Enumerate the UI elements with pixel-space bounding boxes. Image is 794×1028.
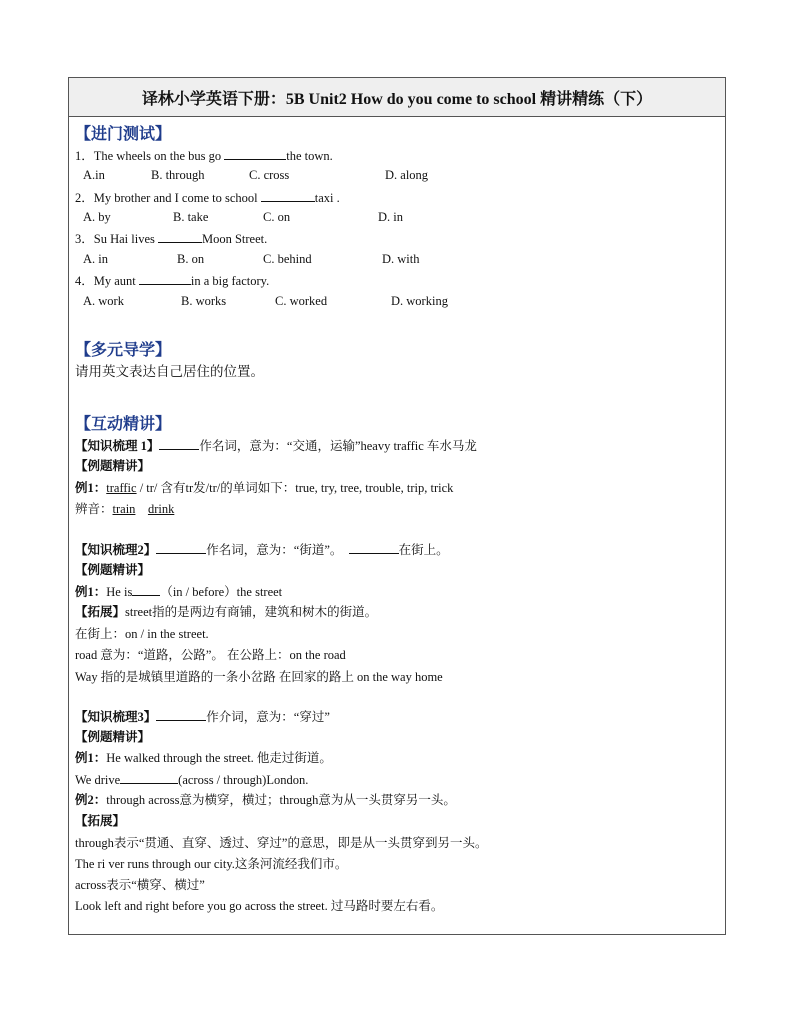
example-text: / tr/ 含有tr发/tr/的单词如下：true, try, tree, trouble, trip, trick	[136, 481, 454, 495]
knowledge-2-label: 【知识梳理2】	[75, 543, 157, 557]
knowledge-2-example-label: 【例题精讲】	[75, 563, 151, 577]
example-prefix: 例1：	[75, 481, 107, 495]
answer-blank	[156, 708, 206, 721]
knowledge-2-text-2: 在街上。	[398, 543, 449, 557]
option-a: A. work	[83, 294, 124, 308]
option-d: D. along	[385, 168, 429, 182]
knowledge-3-example-1	[75, 750, 332, 766]
knowledge-1-distinguish	[75, 501, 174, 517]
knowledge-2	[75, 541, 449, 558]
option-a: A. in	[83, 252, 108, 266]
option-b: B. on	[177, 252, 205, 266]
question-3-options	[75, 251, 715, 267]
option-a: A. by	[83, 210, 111, 224]
question-2	[75, 189, 340, 206]
question-1	[75, 147, 333, 164]
option-c: C. behind	[263, 252, 312, 266]
option-b: B. take	[173, 210, 209, 224]
answer-blank	[120, 771, 178, 784]
question-2-options	[75, 209, 715, 225]
example-word: traffic	[106, 481, 137, 495]
question-3	[75, 230, 267, 247]
question-3-stem-end: Moon Street.	[201, 232, 268, 246]
expand-text: street指的是两边有商铺，建筑和树木的街道。	[125, 605, 378, 619]
question-4-stem-end: in a big factory.	[190, 274, 270, 288]
question-4-options	[75, 293, 715, 309]
question-2-stem-end: taxi .	[314, 191, 340, 205]
knowledge-3-example-label: 【例题精讲】	[75, 730, 151, 744]
knowledge-2-text: 作名词，意为：“街道”。	[206, 543, 346, 557]
knowledge-3-line-3: across表示“横穿、横过”	[75, 878, 205, 892]
worksheet-title: 译林小学英语下册：5B Unit2 How do you come to school 精讲精练（下）	[69, 78, 725, 117]
answer-blank	[349, 541, 399, 554]
knowledge-3-line-1: through表示“贯通、直穿、透过、穿过”的意思，即是从一头贯穿到另一头。	[75, 836, 488, 850]
knowledge-3	[75, 708, 330, 725]
option-c: C. cross	[249, 168, 290, 182]
question-4	[75, 272, 269, 289]
example-text: He walked through the street. 他走过街道。	[106, 751, 332, 765]
example-prefix: 例1：	[75, 751, 107, 765]
example-text: He is	[106, 585, 133, 599]
knowledge-3-text: 作介词，意为：“穿过”	[206, 710, 330, 724]
option-a: A.in	[83, 168, 105, 182]
option-c: C. worked	[275, 294, 328, 308]
answer-blank	[132, 583, 160, 596]
knowledge-1-example	[75, 480, 453, 496]
knowledge-2-example-1	[75, 583, 282, 600]
answer-blank	[261, 189, 315, 202]
knowledge-2-line-2: road 意为：“道路，公路”。 在公路上：on the road	[75, 648, 346, 662]
section-guided-learning: 【多元导学】	[75, 342, 172, 359]
distinguish-prefix: 辨音：	[75, 502, 113, 516]
question-2-stem: 2．My brother and I come to school	[75, 191, 261, 205]
example-prefix: 例1：	[75, 585, 107, 599]
example-text: through across意为横穿，横过；through意为从一头贯穿另一头。	[106, 793, 456, 807]
worksheet-frame	[68, 77, 726, 935]
option-d: D. working	[391, 294, 448, 308]
option-d: D. with	[382, 252, 420, 266]
answer-blank	[224, 147, 286, 160]
knowledge-2-line-3: Way 指的是城镇里道路的一条小岔路 在回家的路上 on the way home	[75, 670, 443, 684]
example-text: We drive	[75, 773, 121, 787]
knowledge-3-line-2: The ri ver runs through our city.这条河流经我们市。	[75, 857, 348, 871]
knowledge-1	[75, 437, 477, 454]
knowledge-1-text: 作名词，意为：“交通，运输”heavy traffic 车水马龙	[199, 439, 477, 453]
answer-blank	[156, 541, 206, 554]
example-prefix: 例2：	[75, 793, 107, 807]
question-3-stem: 3．Su Hai lives	[75, 232, 158, 246]
answer-blank	[158, 230, 202, 243]
distinguish-word-1: train	[112, 502, 136, 516]
knowledge-3-line-4: Look left and right before you go across the street. 过马路时要左右看。	[75, 899, 444, 913]
example-text-end: (across / through)London.	[178, 773, 309, 787]
option-c: C. on	[263, 210, 291, 224]
answer-blank	[139, 272, 191, 285]
question-1-stem: 1．The wheels on the bus go	[75, 149, 225, 163]
knowledge-3-label: 【知识梳理3】	[75, 710, 157, 724]
question-1-stem-end: the town.	[286, 149, 333, 163]
question-1-options	[75, 167, 715, 183]
option-b: B. through	[151, 168, 205, 182]
knowledge-3-example-1b	[75, 771, 308, 788]
distinguish-word-2: drink	[147, 502, 175, 516]
knowledge-2-expand	[75, 604, 377, 620]
knowledge-3-example-2	[75, 792, 456, 808]
option-d: D. in	[378, 210, 403, 224]
example-text-end: （in / before）the street	[160, 585, 283, 599]
knowledge-1-label: 【知识梳理 1】	[75, 439, 160, 453]
option-b: B. works	[181, 294, 227, 308]
expand-label: 【拓展】	[75, 605, 126, 619]
guide-prompt: 请用英文表达自己居住的位置。	[75, 364, 264, 379]
section-interactive-lecture: 【互动精讲】	[75, 416, 172, 433]
knowledge-3-expand-label: 【拓展】	[75, 814, 126, 828]
question-4-stem: 4．My aunt	[75, 274, 139, 288]
knowledge-2-line-1: 在街上：on / in the street.	[75, 627, 209, 641]
section-entry-test: 【进门测试】	[75, 126, 172, 143]
answer-blank	[159, 437, 199, 450]
knowledge-1-example-label: 【例题精讲】	[75, 459, 151, 473]
